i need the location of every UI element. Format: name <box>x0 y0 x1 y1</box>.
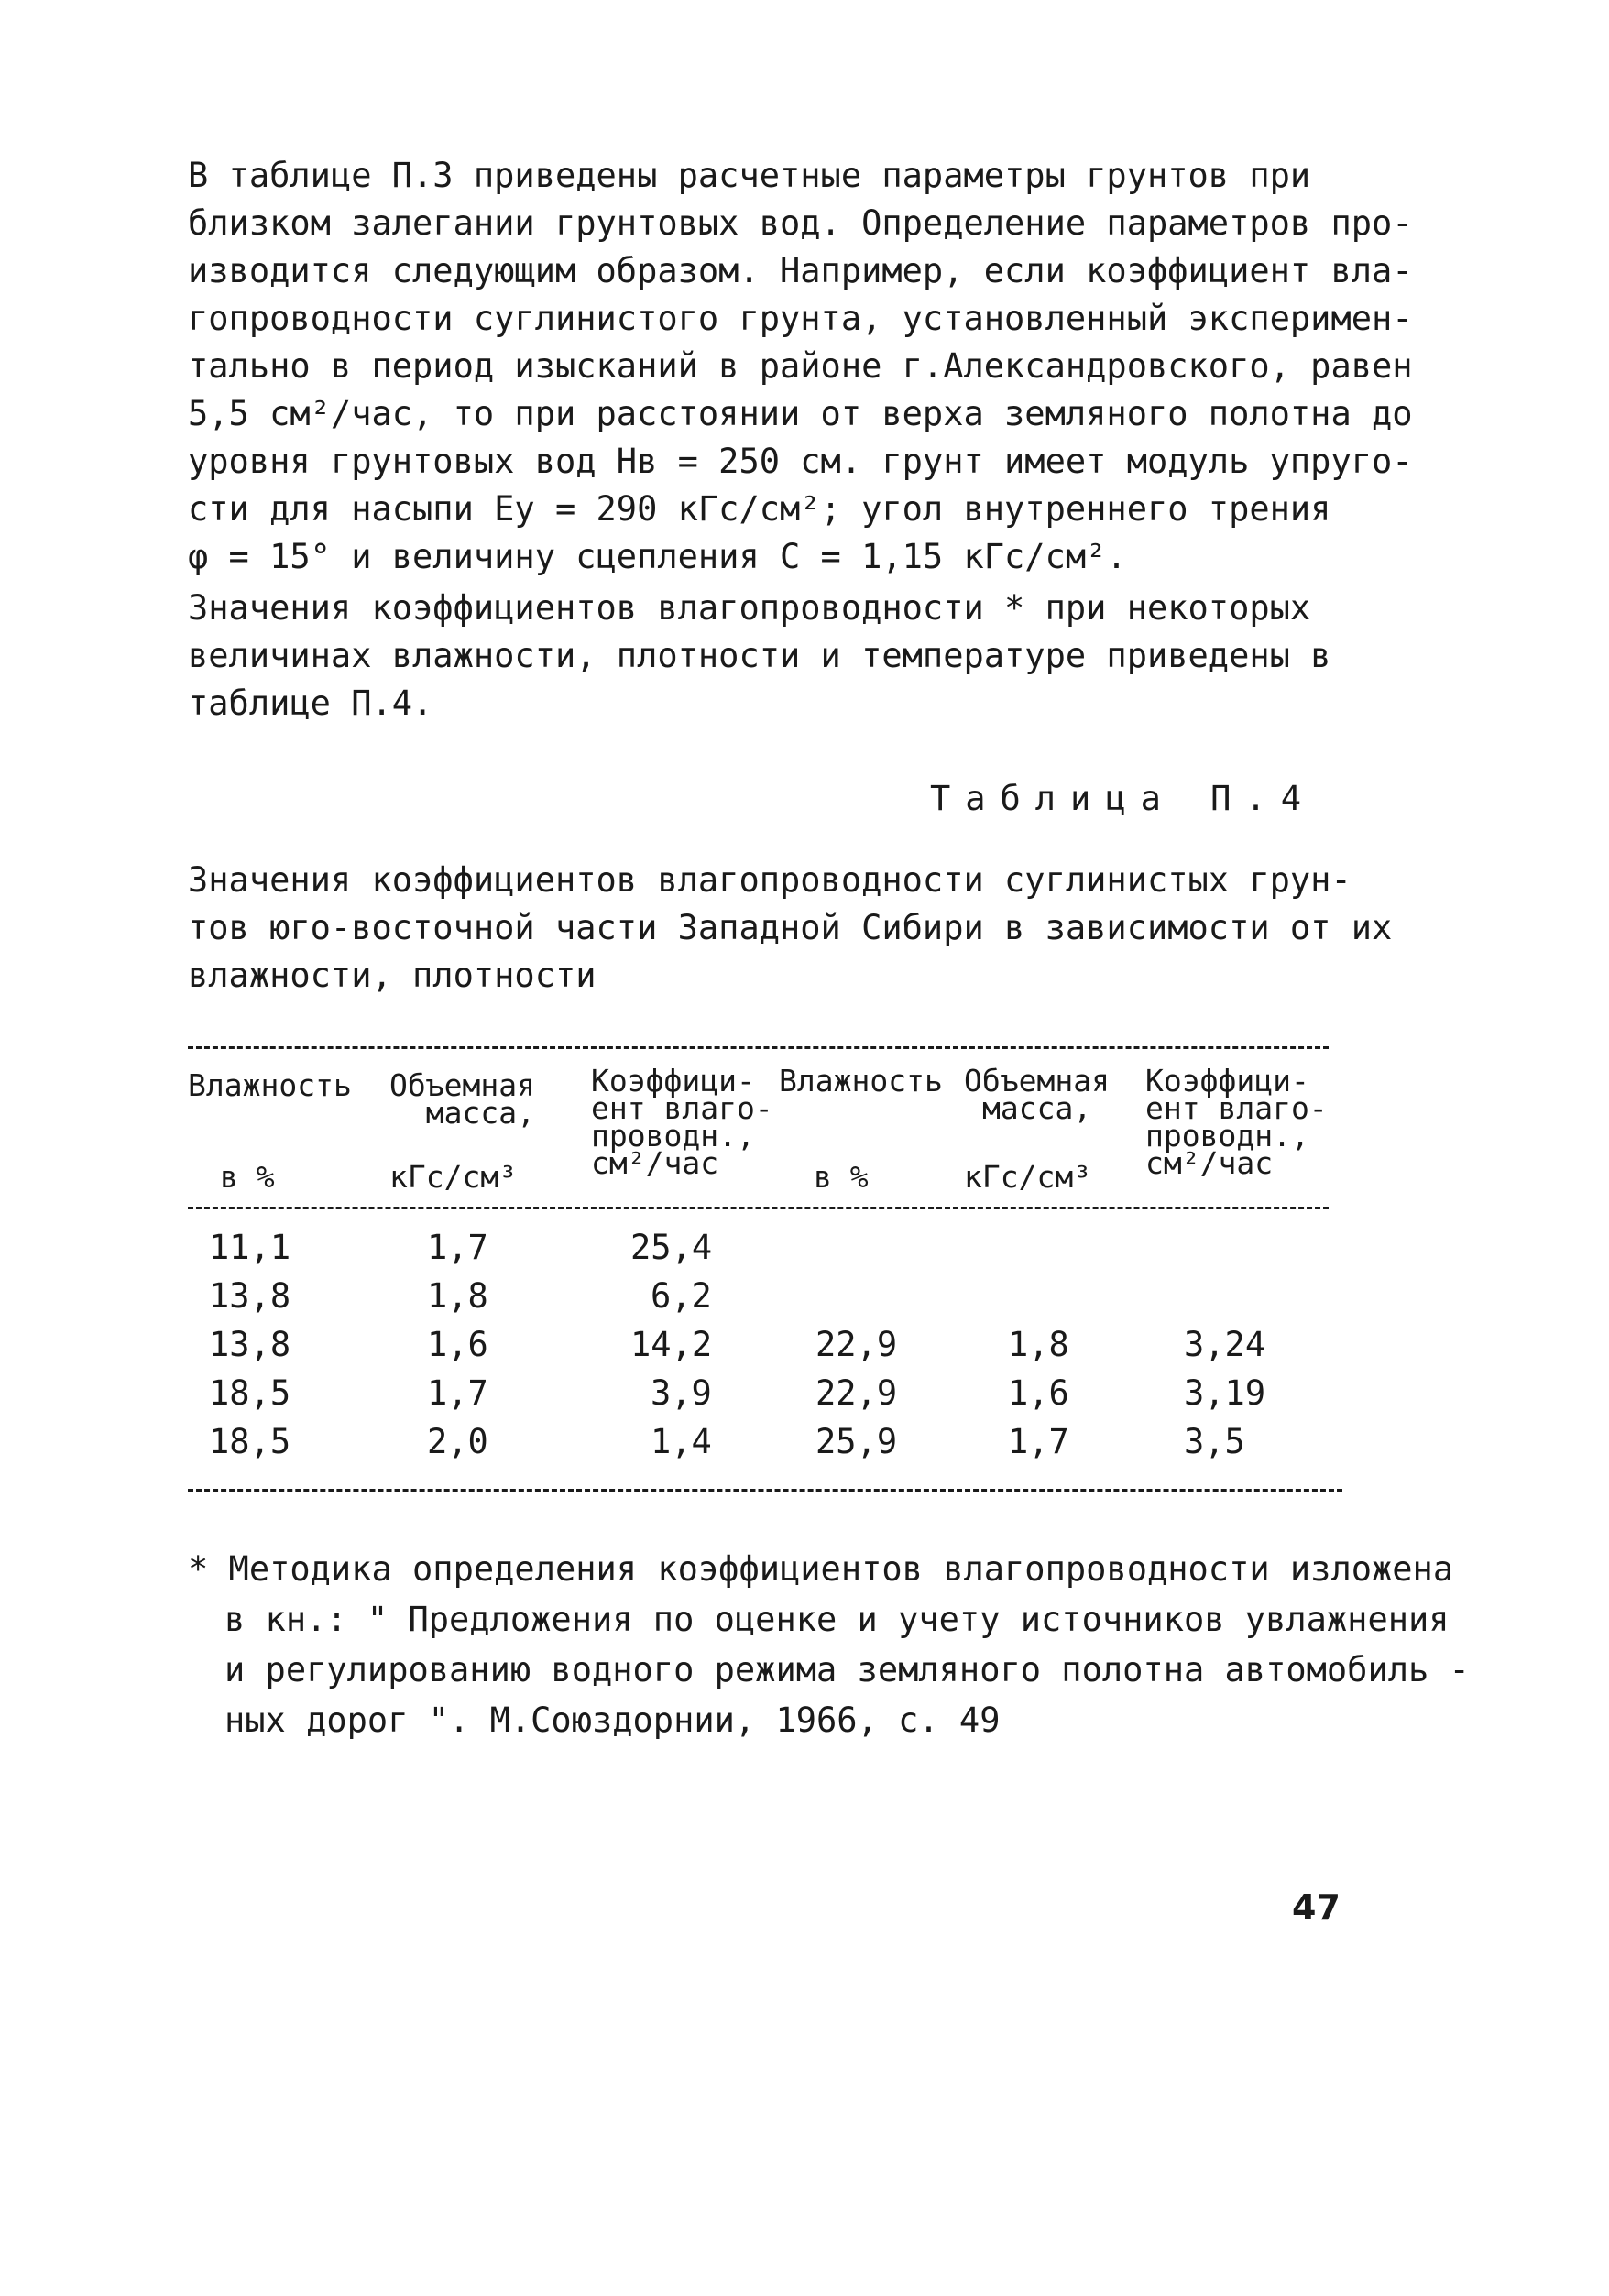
table-cell: 13,8 <box>209 1276 291 1316</box>
text-line: Значения коэффициентов влагопроводности * при некоторых <box>188 588 1311 628</box>
footnote-line: в кн.: " Предложения по оценке и учету источников увлажнения <box>224 1600 1450 1639</box>
table-bottom-rule <box>188 1489 1342 1492</box>
column-unit-density-1: кГс/см³ <box>389 1159 518 1195</box>
header-line: Влажность <box>779 1063 943 1099</box>
text-line: тов юго-восточной части Западной Сибири в зависимости от их <box>188 908 1393 947</box>
intro-paragraph <box>188 152 1413 581</box>
text-line: сти для насыпи Eу = 290 кГс/см²; угол внутреннего трения <box>188 489 1331 529</box>
text-line: таблице П.4. <box>188 683 433 723</box>
text-line: 5,5 см²/час, то при расстоянии от верха земляного полотна до <box>188 394 1413 433</box>
table-cell: 3,5 <box>1184 1422 1245 1461</box>
text-line: близком залегании грунтовых вод. Определение параметров про- <box>188 203 1413 243</box>
header-line: ент влаго- <box>591 1090 773 1126</box>
column-unit-moisture-1: в % <box>220 1159 275 1195</box>
header-line: проводн., <box>591 1118 755 1153</box>
header-line: Коэффици- <box>1145 1063 1309 1099</box>
table-cell: 2,0 <box>427 1422 488 1461</box>
table-cell: 1,7 <box>427 1228 488 1267</box>
second-paragraph <box>188 585 1330 727</box>
page-number: 47 <box>1292 1887 1341 1928</box>
table-cell: 1,7 <box>1008 1422 1069 1461</box>
text-line: уровня грунтовых вод Hв = 250 см. грунт имеет модуль упруго- <box>188 442 1413 481</box>
text-line: влажности, плотности <box>188 956 597 995</box>
table-cell: 1,7 <box>427 1373 488 1413</box>
table-cell: 3,19 <box>1184 1373 1266 1413</box>
column-header-density-1 <box>389 1067 535 1131</box>
table-cell: 1,6 <box>1008 1373 1069 1413</box>
table-cell: 3,9 <box>651 1373 712 1413</box>
text-line: изводится следующим образом. Например, если коэффициент вла- <box>188 251 1413 290</box>
header-line: масса, <box>982 1090 1092 1126</box>
header-line: проводн., <box>1145 1118 1309 1153</box>
table-cell: 6,2 <box>651 1276 712 1316</box>
table-cell: 13,8 <box>209 1325 291 1364</box>
table-cell: 1,6 <box>427 1325 488 1364</box>
column-unit-moisture-2: в % <box>814 1159 869 1195</box>
table-cell: 25,9 <box>815 1422 898 1461</box>
table-cell: 3,24 <box>1184 1325 1266 1364</box>
table-cell: 18,5 <box>209 1373 291 1413</box>
table-cell: 1,8 <box>1008 1325 1069 1364</box>
table-cell: 22,9 <box>815 1325 898 1364</box>
header-line: Коэффици- <box>591 1063 755 1099</box>
header-line: Влажность <box>188 1067 352 1103</box>
text-line: φ = 15° и величину сцепления C = 1,15 кГс/см². <box>188 537 1127 576</box>
table-cell: 14,2 <box>630 1325 713 1364</box>
column-header-coefficient-1 <box>591 1063 773 1181</box>
footnote-line: ных дорог ". М.Союздорнии, 1966, с. 49 <box>224 1700 1001 1740</box>
table-cell: 22,9 <box>815 1373 898 1413</box>
footnote-line: * Методика определения коэффициентов влагопроводности изложена <box>188 1549 1454 1589</box>
column-unit-density-2: кГс/см³ <box>964 1159 1092 1195</box>
header-line: Объемная <box>389 1067 535 1103</box>
text-line: В таблице П.3 приведены расчетные параметры грунтов при <box>188 156 1311 195</box>
header-line: см²/час <box>1145 1145 1274 1181</box>
header-line: Объемная <box>964 1063 1110 1099</box>
table-label: Таблица П.4 <box>929 779 1316 818</box>
header-line: ент влаго- <box>1145 1090 1328 1126</box>
text-line: тально в период изысканий в районе г.Александровского, равен <box>188 346 1413 386</box>
header-line: см²/час <box>591 1145 719 1181</box>
column-header-moisture-1 <box>188 1067 352 1103</box>
footnote <box>188 1544 1470 1745</box>
table-cell: 18,5 <box>209 1422 291 1461</box>
table-top-rule <box>188 1046 1329 1049</box>
text-line: величинах влажности, плотности и температуре приведены в <box>188 636 1331 675</box>
table-cell: 25,4 <box>630 1228 713 1267</box>
column-header-moisture-2 <box>779 1063 943 1099</box>
header-line: масса, <box>425 1095 535 1131</box>
text-line: Значения коэффициентов влагопроводности суглинистых грун- <box>188 860 1352 900</box>
footnote-line: и регулированию водного режима земляного полотна автомобиль - <box>224 1650 1470 1689</box>
column-header-coefficient-2 <box>1145 1063 1328 1181</box>
column-header-density-2 <box>964 1063 1110 1126</box>
table-cell: 1,4 <box>651 1422 712 1461</box>
table-cell: 1,8 <box>427 1276 488 1316</box>
text-line: гопроводности суглинистого грунта, установленный эксперимен- <box>188 299 1413 338</box>
table-cell: 11,1 <box>209 1228 291 1267</box>
table-caption <box>188 857 1392 1000</box>
table-header-rule <box>188 1207 1329 1209</box>
